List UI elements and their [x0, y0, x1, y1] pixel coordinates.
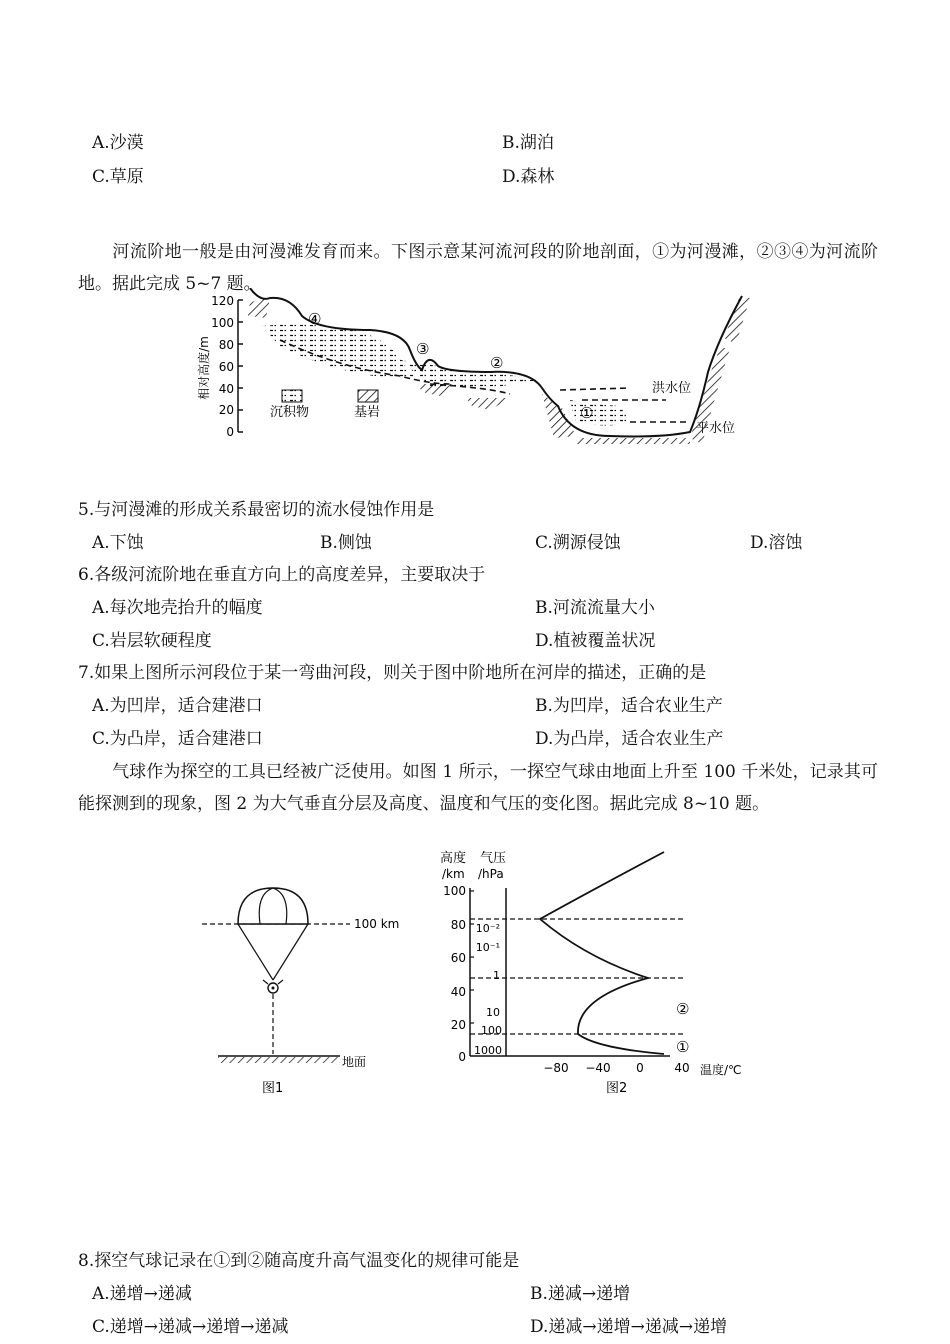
q5-stem: 5.与河漫滩的形成关系最密切的流水侵蚀作用是: [78, 500, 435, 520]
q4-option-c: C.草原: [92, 167, 144, 187]
fig2-temp-tick: 0: [636, 1061, 644, 1075]
passage-balloon-text: 气球作为探空的工具已经被广泛使用。如图 1 所示，一探空气球由地面上升至 100 千米处，记录其可能探测到的现象，图 2 为大气垂直分层及高度、温度和气压的变化图。据此完成 8~10 题。: [78, 762, 878, 814]
terrace-tick: 100: [211, 316, 234, 330]
passage-balloon: [78, 756, 878, 820]
fig2-height-unit: /km: [442, 867, 465, 881]
q6-stem: 6.各级河流阶地在垂直方向上的高度差异，主要取决于: [78, 565, 486, 585]
fig2-height-tick: 60: [450, 951, 466, 965]
terrace-y-label: 相对高度/m: [197, 336, 211, 400]
legend-bedrock-label: 基岩: [354, 405, 381, 420]
q7-option-a: A.为凹岸，适合建港口: [92, 696, 263, 716]
q8-stem: 8.探空气球记录在①到②随高度升高气温变化的规律可能是: [78, 1251, 520, 1271]
marker-2: ②: [490, 354, 504, 372]
q6-option-b: B.河流流量大小: [535, 598, 655, 618]
flood-level-label: 洪水位: [652, 381, 692, 396]
q4-option-d: D.森林: [502, 167, 555, 187]
fig2-temp-tick: −80: [543, 1061, 569, 1075]
fig2-caption: 图2: [606, 1081, 628, 1096]
terrace-tick: 20: [218, 403, 234, 417]
normal-level-label: 平水位: [696, 421, 736, 436]
q8-option-a: A.递增→递减: [92, 1284, 192, 1304]
q5-option-b: B.侧蚀: [320, 533, 372, 553]
fig2-pressure-unit: /hPa: [478, 867, 504, 881]
fig2-pressure-tick: 1000: [474, 1044, 502, 1057]
q5-option-a: A.下蚀: [92, 533, 144, 553]
q6-option-c: C.岩层软硬程度: [92, 631, 212, 651]
fig2-temp-tick: 40: [674, 1061, 690, 1075]
fig2-pressure-tick: 1: [493, 969, 500, 982]
fig2-height-tick: 100: [443, 884, 466, 898]
q7-option-d: D.为凸岸，适合农业生产: [535, 729, 724, 749]
fig2-height-tick: 40: [450, 985, 466, 999]
q4-option-b: B.湖泊: [502, 133, 554, 153]
fig2-pressure-tick: 10⁻¹: [475, 941, 500, 954]
fig1-100km-label: 100 km: [354, 917, 400, 931]
fig2-height-tick: 0: [458, 1050, 466, 1064]
q7-option-c: C.为凸岸，适合建港口: [92, 729, 263, 749]
fig2-height-tick: 80: [450, 918, 466, 932]
terrace-tick: 120: [211, 294, 234, 308]
legend-sediment-label: 沉积物: [270, 405, 310, 420]
fig2-height-tick: 20: [450, 1018, 466, 1032]
q5-option-c: C.溯源侵蚀: [535, 533, 621, 553]
terrace-tick: 0: [226, 425, 234, 439]
terrace-tick: 60: [218, 360, 234, 374]
fig2-temp-label: 温度/℃: [700, 1063, 742, 1077]
terrace-tick: 40: [218, 382, 234, 396]
fig2-height-label: 高度: [440, 851, 467, 866]
q8-option-d: D.递减→递增→递减→递增: [530, 1317, 728, 1337]
fig2-pressure-label: 气压: [480, 851, 507, 866]
marker-4: ④: [308, 310, 322, 328]
fig2-pressure-tick: 10: [486, 1006, 500, 1019]
legend-bedrock-icon: [358, 390, 378, 402]
passage-terrace-text: 河流阶地一般是由河漫滩发育而来。下图示意某河流河段的阶地剖面，①为河漫滩，②③④为河流阶地。据此完成 5~7 题。: [78, 242, 878, 294]
figure2-atmosphere: [436, 848, 756, 1100]
fig1-caption: 图1: [262, 1081, 284, 1096]
marker-1: ①: [580, 404, 594, 422]
legend-sediment-icon: [282, 390, 302, 402]
q7-stem: 7.如果上图所示河段位于某一弯曲河段，则关于图中阶地所在河岸的描述，正确的是: [78, 663, 707, 683]
fig2-temp-tick: −40: [585, 1061, 611, 1075]
terrace-tick: 80: [218, 338, 234, 352]
q7-option-b: B.为凹岸，适合农业生产: [535, 696, 723, 716]
marker-3: ③: [416, 340, 430, 358]
fig1-ground-label: 地面: [342, 1055, 367, 1069]
figure1-balloon: [200, 880, 415, 1100]
q6-option-a: A.每次地壳抬升的幅度: [92, 598, 263, 618]
terrace-profile-figure: [190, 288, 770, 448]
q4-option-a: A.沙漠: [92, 133, 144, 153]
q8-option-b: B.递减→递增: [530, 1284, 631, 1304]
fig2-zone-1: ①: [676, 1038, 690, 1056]
q5-option-d: D.溶蚀: [750, 533, 803, 553]
fig2-pressure-tick: 100: [481, 1024, 502, 1037]
q8-option-c: C.递增→递减→递增→递减: [92, 1317, 289, 1337]
fig2-zone-2: ②: [676, 1000, 690, 1018]
q6-option-d: D.植被覆盖状况: [535, 631, 656, 651]
fig2-pressure-tick: 10⁻²: [475, 922, 500, 935]
